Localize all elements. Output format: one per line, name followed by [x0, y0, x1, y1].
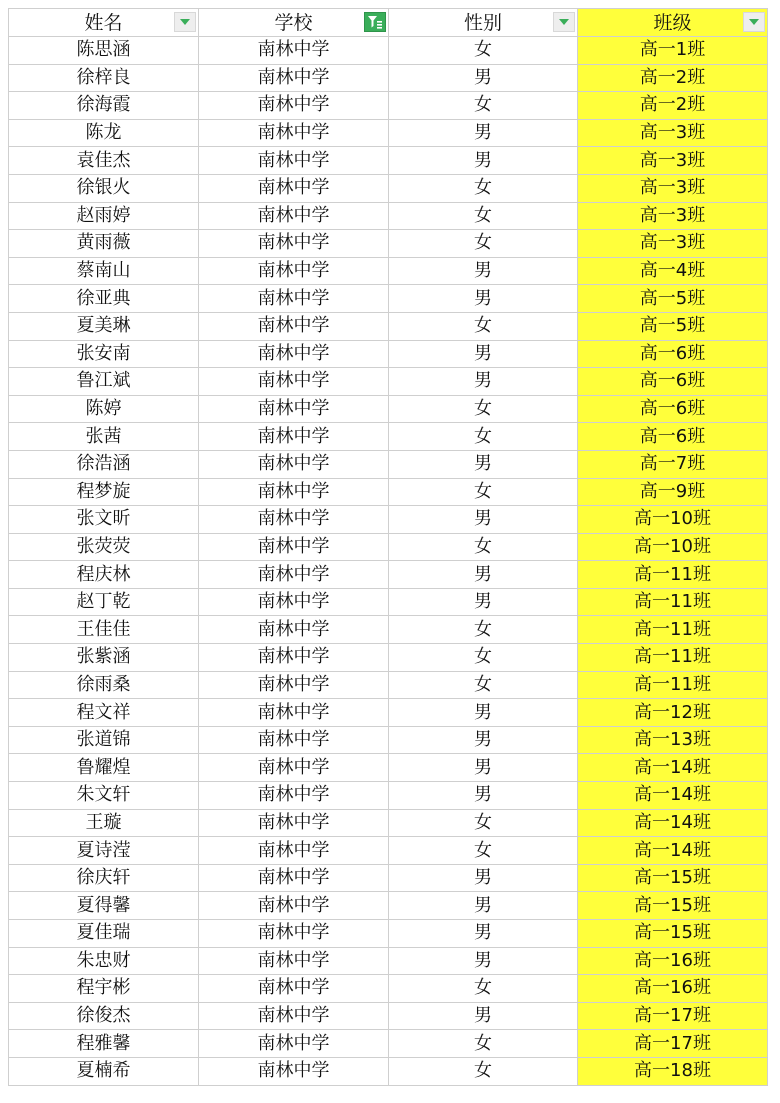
cell-name[interactable]: 程梦旋	[9, 478, 199, 506]
table-row	[9, 395, 768, 423]
cell-school[interactable]: 南林中学	[199, 644, 389, 672]
cell-name[interactable]: 陈婷	[9, 395, 199, 423]
cell-name[interactable]: 夏楠希	[9, 1057, 199, 1085]
cell-name[interactable]: 张文昕	[9, 506, 199, 534]
cell-gender[interactable]: 女	[389, 478, 578, 506]
cell-class[interactable]: 高一3班	[578, 147, 768, 175]
cell-class[interactable]: 高一16班	[578, 975, 768, 1003]
cell-gender[interactable]: 女	[389, 644, 578, 672]
cell-class[interactable]: 高一15班	[578, 892, 768, 920]
cell-school[interactable]: 南林中学	[199, 837, 389, 865]
table-row	[9, 37, 768, 65]
cell-class[interactable]: 高一6班	[578, 423, 768, 451]
cell-name[interactable]: 夏美琳	[9, 312, 199, 340]
cell-name[interactable]: 徐海霞	[9, 92, 199, 120]
cell-class[interactable]: 高一3班	[578, 230, 768, 258]
cell-school[interactable]: 南林中学	[199, 533, 389, 561]
cell-name[interactable]: 赵雨婷	[9, 202, 199, 230]
cell-school[interactable]: 南林中学	[199, 92, 389, 120]
table-row	[9, 1030, 768, 1058]
cell-school[interactable]: 南林中学	[199, 947, 389, 975]
cell-class[interactable]: 高一5班	[578, 285, 768, 313]
cell-school[interactable]: 南林中学	[199, 119, 389, 147]
cell-class[interactable]: 高一16班	[578, 947, 768, 975]
cell-gender[interactable]: 女	[389, 174, 578, 202]
cell-name[interactable]: 袁佳杰	[9, 147, 199, 175]
table-body	[9, 37, 768, 1086]
table-row	[9, 699, 768, 727]
cell-name[interactable]: 张道锦	[9, 726, 199, 754]
cell-gender[interactable]: 女	[389, 809, 578, 837]
header-cell-gender[interactable]	[389, 9, 578, 37]
cell-name[interactable]: 程宇彬	[9, 975, 199, 1003]
cell-school[interactable]: 南林中学	[199, 395, 389, 423]
cell-name[interactable]: 程庆林	[9, 561, 199, 589]
header-cell-school[interactable]	[199, 9, 389, 37]
cell-gender[interactable]: 男	[389, 368, 578, 396]
cell-gender[interactable]: 男	[389, 450, 578, 478]
cell-school[interactable]: 南林中学	[199, 257, 389, 285]
cell-gender[interactable]: 男	[389, 920, 578, 948]
cell-gender[interactable]: 女	[389, 837, 578, 865]
cell-school[interactable]: 南林中学	[199, 782, 389, 810]
cell-class[interactable]: 高一14班	[578, 837, 768, 865]
filter-dropdown-button-school[interactable]	[364, 12, 386, 32]
cell-gender[interactable]: 男	[389, 257, 578, 285]
cell-class[interactable]: 高一11班	[578, 644, 768, 672]
table-row	[9, 312, 768, 340]
spreadsheet	[0, 8, 780, 1086]
cell-name[interactable]: 张茜	[9, 423, 199, 451]
cell-gender[interactable]: 男	[389, 285, 578, 313]
cell-name[interactable]: 朱文轩	[9, 782, 199, 810]
cell-name[interactable]: 夏佳瑞	[9, 920, 199, 948]
table-row	[9, 809, 768, 837]
cell-gender[interactable]: 女	[389, 37, 578, 65]
cell-name[interactable]: 徐雨桑	[9, 671, 199, 699]
table-row	[9, 64, 768, 92]
table-row	[9, 423, 768, 451]
cell-name[interactable]: 夏诗滢	[9, 837, 199, 865]
data-table	[8, 8, 768, 1086]
cell-school[interactable]: 南林中学	[199, 754, 389, 782]
cell-gender[interactable]: 男	[389, 782, 578, 810]
cell-school[interactable]: 南林中学	[199, 340, 389, 368]
cell-name[interactable]: 徐俊杰	[9, 1002, 199, 1030]
cell-school[interactable]: 南林中学	[199, 202, 389, 230]
cell-class[interactable]: 高一11班	[578, 588, 768, 616]
cell-class[interactable]: 高一17班	[578, 1002, 768, 1030]
cell-school[interactable]: 南林中学	[199, 1057, 389, 1085]
table-row	[9, 754, 768, 782]
cell-school[interactable]: 南林中学	[199, 975, 389, 1003]
cell-school[interactable]: 南林中学	[199, 561, 389, 589]
cell-school[interactable]: 南林中学	[199, 285, 389, 313]
table-row	[9, 478, 768, 506]
cell-class[interactable]: 高一1班	[578, 37, 768, 65]
table-row	[9, 368, 768, 396]
cell-class[interactable]: 高一11班	[578, 561, 768, 589]
cell-gender[interactable]: 女	[389, 671, 578, 699]
cell-name[interactable]: 蔡南山	[9, 257, 199, 285]
table-row	[9, 533, 768, 561]
table-row	[9, 257, 768, 285]
table-row	[9, 837, 768, 865]
cell-class[interactable]: 高一14班	[578, 754, 768, 782]
header-cell-class[interactable]	[578, 9, 768, 37]
cell-name[interactable]: 鲁江斌	[9, 368, 199, 396]
cell-class[interactable]: 高一17班	[578, 1030, 768, 1058]
cell-name[interactable]: 徐庆轩	[9, 864, 199, 892]
cell-school[interactable]: 南林中学	[199, 368, 389, 396]
table-row	[9, 561, 768, 589]
cell-class[interactable]: 高一10班	[578, 533, 768, 561]
cell-name[interactable]: 徐梓良	[9, 64, 199, 92]
cell-school[interactable]: 南林中学	[199, 920, 389, 948]
cell-name[interactable]: 徐银火	[9, 174, 199, 202]
cell-gender[interactable]: 女	[389, 395, 578, 423]
table-row	[9, 119, 768, 147]
table-row	[9, 864, 768, 892]
cell-school[interactable]: 南林中学	[199, 616, 389, 644]
cell-name[interactable]: 张安南	[9, 340, 199, 368]
cell-class[interactable]: 高一6班	[578, 395, 768, 423]
cell-class[interactable]: 高一6班	[578, 340, 768, 368]
cell-class[interactable]: 高一14班	[578, 782, 768, 810]
cell-class[interactable]: 高一10班	[578, 506, 768, 534]
cell-name[interactable]: 夏得馨	[9, 892, 199, 920]
cell-name[interactable]: 程文祥	[9, 699, 199, 727]
table-row	[9, 506, 768, 534]
table-row	[9, 450, 768, 478]
cell-class[interactable]: 高一6班	[578, 368, 768, 396]
cell-name[interactable]: 张荧荧	[9, 533, 199, 561]
cell-gender[interactable]: 男	[389, 119, 578, 147]
chevron-down-icon	[748, 18, 760, 26]
header-label: 班级	[653, 11, 692, 34]
cell-school[interactable]: 南林中学	[199, 423, 389, 451]
cell-class[interactable]: 高一11班	[578, 616, 768, 644]
cell-school[interactable]: 南林中学	[199, 450, 389, 478]
cell-name[interactable]: 徐亚典	[9, 285, 199, 313]
cell-class[interactable]: 高一4班	[578, 257, 768, 285]
cell-gender[interactable]: 男	[389, 340, 578, 368]
cell-school[interactable]: 南林中学	[199, 506, 389, 534]
cell-school[interactable]: 南林中学	[199, 312, 389, 340]
cell-name[interactable]: 陈思涵	[9, 37, 199, 65]
cell-gender[interactable]: 女	[389, 312, 578, 340]
cell-gender[interactable]: 女	[389, 1030, 578, 1058]
cell-class[interactable]: 高一13班	[578, 726, 768, 754]
table-row	[9, 1057, 768, 1085]
cell-gender[interactable]: 男	[389, 506, 578, 534]
cell-gender[interactable]: 男	[389, 588, 578, 616]
cell-class[interactable]: 高一3班	[578, 202, 768, 230]
chevron-down-icon	[558, 18, 570, 26]
cell-class[interactable]: 高一5班	[578, 312, 768, 340]
cell-class[interactable]: 高一2班	[578, 64, 768, 92]
cell-gender[interactable]: 男	[389, 754, 578, 782]
cell-name[interactable]: 黄雨薇	[9, 230, 199, 258]
cell-school[interactable]: 南林中学	[199, 809, 389, 837]
table-row	[9, 147, 768, 175]
cell-gender[interactable]: 女	[389, 92, 578, 120]
cell-gender[interactable]: 女	[389, 616, 578, 644]
cell-school[interactable]: 南林中学	[199, 588, 389, 616]
cell-school[interactable]: 南林中学	[199, 37, 389, 65]
cell-gender[interactable]: 男	[389, 64, 578, 92]
header-cell-name[interactable]	[9, 9, 199, 37]
filter-dropdown-button-gender[interactable]	[553, 12, 575, 32]
table-row	[9, 92, 768, 120]
cell-name[interactable]: 王佳佳	[9, 616, 199, 644]
table-row	[9, 644, 768, 672]
cell-gender[interactable]: 男	[389, 864, 578, 892]
cell-gender[interactable]: 男	[389, 892, 578, 920]
cell-class[interactable]: 高一18班	[578, 1057, 768, 1085]
cell-class[interactable]: 高一2班	[578, 92, 768, 120]
cell-name[interactable]: 陈龙	[9, 119, 199, 147]
table-row	[9, 947, 768, 975]
table-row	[9, 285, 768, 313]
cell-class[interactable]: 高一3班	[578, 119, 768, 147]
cell-school[interactable]: 南林中学	[199, 478, 389, 506]
cell-school[interactable]: 南林中学	[199, 699, 389, 727]
cell-class[interactable]: 高一9班	[578, 478, 768, 506]
cell-gender[interactable]: 女	[389, 423, 578, 451]
cell-gender[interactable]: 男	[389, 147, 578, 175]
filter-dropdown-button-name[interactable]	[174, 12, 196, 32]
cell-gender[interactable]: 女	[389, 975, 578, 1003]
cell-class[interactable]: 高一7班	[578, 450, 768, 478]
table-row	[9, 1002, 768, 1030]
filter-dropdown-button-class[interactable]	[743, 12, 765, 32]
cell-gender[interactable]: 男	[389, 561, 578, 589]
cell-gender[interactable]: 女	[389, 230, 578, 258]
cell-gender[interactable]: 男	[389, 699, 578, 727]
table-row	[9, 340, 768, 368]
table-row	[9, 174, 768, 202]
table-row	[9, 975, 768, 1003]
filter-active-icon	[367, 15, 383, 29]
cell-school[interactable]: 南林中学	[199, 726, 389, 754]
cell-gender[interactable]: 男	[389, 726, 578, 754]
header-label: 学校	[274, 11, 313, 34]
cell-school[interactable]: 南林中学	[199, 147, 389, 175]
header-row	[9, 9, 768, 37]
cell-name[interactable]: 徐浩涵	[9, 450, 199, 478]
cell-class[interactable]: 高一15班	[578, 920, 768, 948]
chevron-down-icon	[179, 18, 191, 26]
cell-name[interactable]: 程雅馨	[9, 1030, 199, 1058]
header-label: 姓名	[84, 11, 123, 34]
cell-gender[interactable]: 男	[389, 947, 578, 975]
cell-gender[interactable]: 女	[389, 202, 578, 230]
cell-school[interactable]: 南林中学	[199, 1002, 389, 1030]
table-row	[9, 782, 768, 810]
cell-school[interactable]: 南林中学	[199, 64, 389, 92]
cell-name[interactable]: 赵丁乾	[9, 588, 199, 616]
cell-class[interactable]: 高一3班	[578, 174, 768, 202]
cell-school[interactable]: 南林中学	[199, 230, 389, 258]
cell-class[interactable]: 高一14班	[578, 809, 768, 837]
cell-gender[interactable]: 女	[389, 1057, 578, 1085]
cell-class[interactable]: 高一15班	[578, 864, 768, 892]
cell-class[interactable]: 高一12班	[578, 699, 768, 727]
table-row	[9, 920, 768, 948]
cell-class[interactable]: 高一11班	[578, 671, 768, 699]
cell-gender[interactable]: 男	[389, 1002, 578, 1030]
cell-school[interactable]: 南林中学	[199, 892, 389, 920]
table-row	[9, 588, 768, 616]
cell-school[interactable]: 南林中学	[199, 864, 389, 892]
cell-school[interactable]: 南林中学	[199, 671, 389, 699]
table-row	[9, 892, 768, 920]
table-row	[9, 230, 768, 258]
cell-school[interactable]: 南林中学	[199, 1030, 389, 1058]
cell-name[interactable]: 张紫涵	[9, 644, 199, 672]
table-row	[9, 671, 768, 699]
cell-name[interactable]: 王璇	[9, 809, 199, 837]
cell-name[interactable]: 朱忠财	[9, 947, 199, 975]
table-row	[9, 616, 768, 644]
cell-gender[interactable]: 女	[389, 533, 578, 561]
table-row	[9, 202, 768, 230]
table-row	[9, 726, 768, 754]
cell-name[interactable]: 鲁耀煌	[9, 754, 199, 782]
header-label: 性别	[463, 11, 502, 34]
cell-school[interactable]: 南林中学	[199, 174, 389, 202]
